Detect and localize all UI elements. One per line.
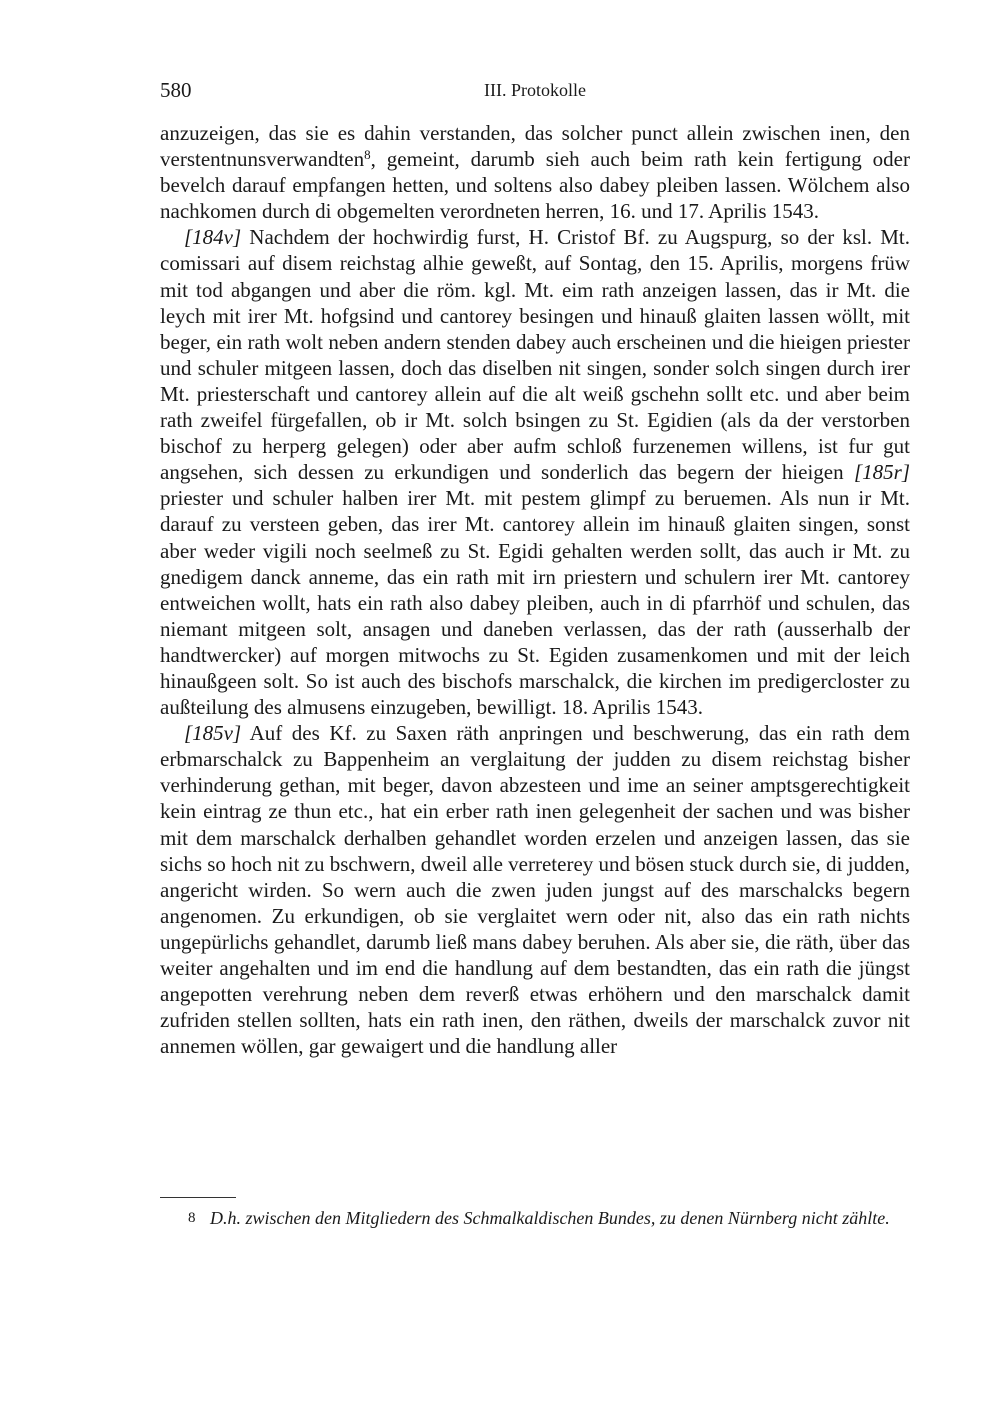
paragraph-2-text-a: Nachdem der hochwirdig furst, H. Cristof Bf. zu Augspurg, so der ksl. Mt. comissari auf disem reichstag alhie geweßt, auf Sontag, den 15. Aprilis, morgens früw mit tod abgangen und aber die röm. kgl. Mt. eim rath anzeigen lassen, das ir Mt. die leych mit irer Mt. hofgsind und cantorey besingen und hinauß glaiten lassen wöllt, mit beger, ein rath wolt neben andern stenden dabey auch erscheinen und die hieigen priester und schuler mitgeen lassen, doch das diselben nit singen, sonder solch singen durch irer Mt. priesterschaft und cantorey allein auf die alt weiß gschehn sollt etc. und aber beim rath zweifel fürgefallen, ob ir Mt. solch bsingen zu St. Egidien (als da der verstorben bischof zu herperg gelegen) oder aber aufm schloß furzenemen willens, ist fur gut angsehen, sich dessen zu erkundigen und sonderlich das begern der hieigen: [160, 225, 910, 485]
body-text: [160, 120, 910, 1059]
footnote-number: 8: [188, 1210, 196, 1226]
folio-marker: [185v]: [184, 721, 242, 746]
folio-marker: [184v]: [184, 225, 242, 250]
paragraph-1-text-a: anzuzeigen, das sie es dahin verstanden, das solcher punct allein zwischen inen, den verstentnunsverwandten: [160, 121, 910, 172]
page-header: [160, 78, 910, 108]
footnote-text: D.h. zwischen den Mitgliedern des Schmalkaldischen Bundes, zu denen Nürnberg nicht zählte.: [210, 1208, 890, 1228]
folio-marker: [185r]: [853, 460, 910, 485]
paragraph-2-text-b: priester und schuler halben irer Mt. mit pestem glimpf zu beruemen. Als nun ir Mt. darauf zu versteen geben, das irer Mt. cantorey allein im hinauß glaiten singen, sonst aber weder vigili noch seelmeß zu St. Egidi gehalten werden sollt, das auch ir Mt. zu gnedigem danck anneme, das ein rath mit irn priestern und schulern irer Mt. cantorey entweichen wollt, hats ein rath also dabey pleiben, auch in di pfarrhöf und schulen, das niemant mitgeen solt, ansagen und daneben verlassen, das der rath (ausserhalb der handtwercker) auf morgen mitwochs zu St. Egiden zusamenkomen und mit der leich hinaußgeen solt. So ist auch des bischofs marschalck, die kirchen im predigercloster zu außteilung des almusens einzugeben, bewilligt. 18. Aprilis 1543.: [160, 486, 910, 720]
footnote-divider: [160, 1197, 236, 1198]
running-head: III. Protokolle: [484, 80, 586, 100]
paragraph-3-text: Auf des Kf. zu Saxen räth anpringen und beschwerung, das ein rath dem erbmarschalck zu Bappenheim an verglaitung der judden zu disem reichstag bisher verhinderung gethan, mit beger, davon abzesteen und ime an seiner amptsgerechtigkeit kein eintrag ze thun etc., hat ein erber rath inen gelegenheit der sachen und was bisher mit dem marschalck derhalben gehandlet worden erzelen und anzeigen lassen, das sie sichs so hoch nit zu bschwern, dweil alle verreterey und bösen stuck durch sie, di judden, angericht wirden. So wern auch die zwen juden jungst auf des marschalcks begern angenomen. Zu erkundigen, ob sie verglaitet wern oder nit, also das ein rath nichts ungepürlichs gehandlet, darumb ließ mans dabey beruhen. Als aber sie, die räth, über das weiter angehalten und im end die handlung auf dem bestandten, das ein rath die jüngst angepotten verehrung neben dem reverß etwas erhöhern und den marschalck damit zufriden stellen sollten, hats ein rath inen, den räthen, dweils der marschalck zuvor nit annemen wöllen, gar gewaigert und die handlung aller: [160, 721, 910, 1059]
paragraph-1-text-b: , gemeint, darumb sieh auch beim rath kein fertigung oder bevelch darauf empfangen hetten, und soltens also dabey pleiben lassen. Wölchem also nachkomen durch di obgemelten verordneten herren, 16. und 17. Aprilis 1543.: [160, 147, 910, 224]
paragraph-3: [160, 720, 910, 1059]
paragraph-1: [160, 120, 910, 224]
paragraph-2: [160, 224, 910, 720]
footnote-reference[interactable]: 8: [364, 147, 371, 163]
page-number: 580: [160, 78, 192, 102]
footnote: [160, 1206, 910, 1230]
